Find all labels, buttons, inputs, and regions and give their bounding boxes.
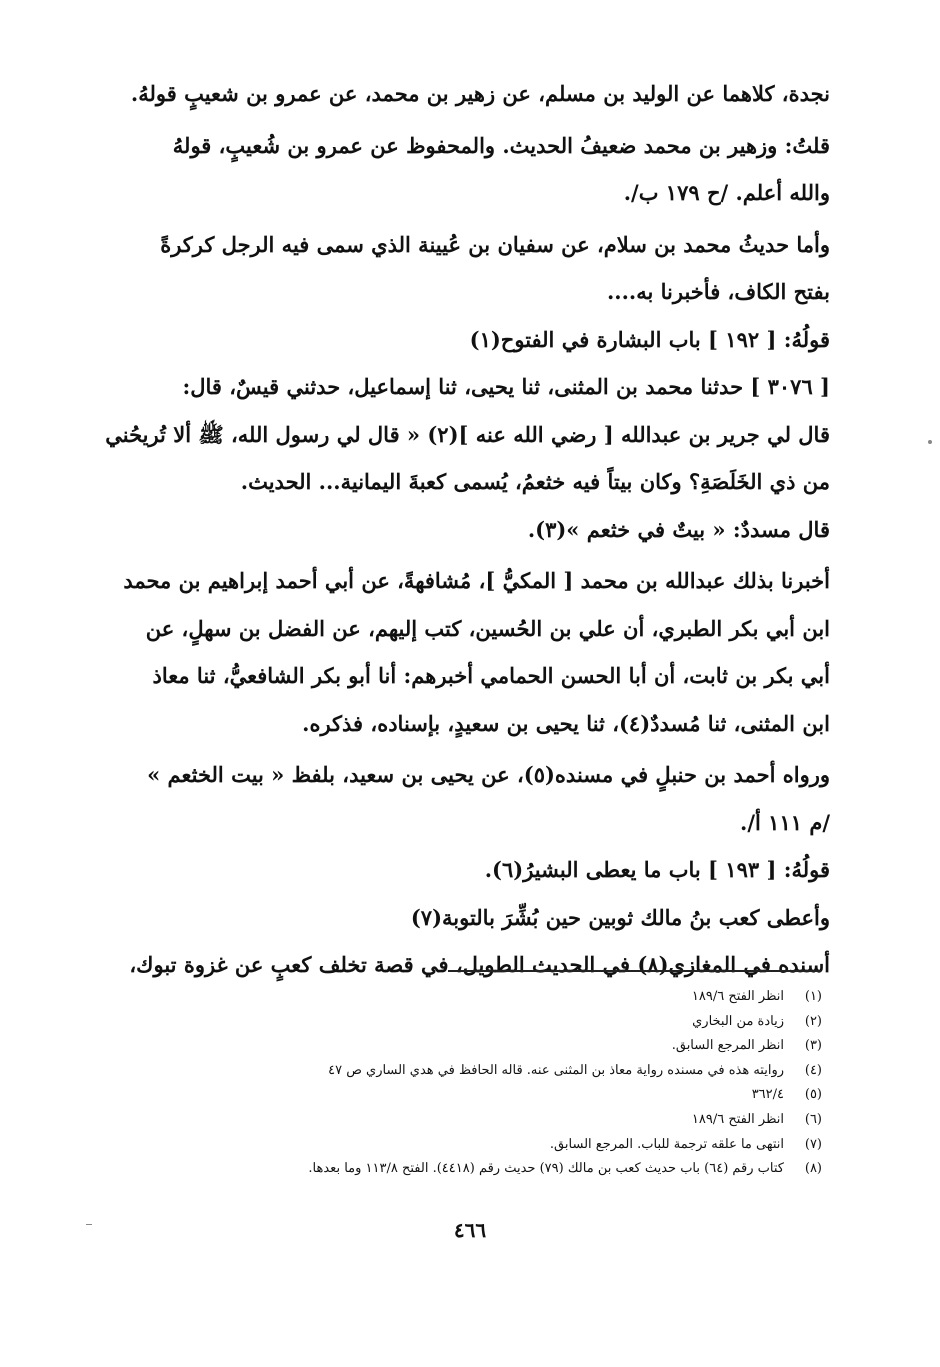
footnote-text: انظر المرجع السابق. (671, 1038, 784, 1054)
scan-mark (86, 1224, 92, 1225)
text-line: /م ١١١ أ/. (740, 809, 830, 835)
text-line: وأما حديثُ محمد بن سلام، عن سفيان بن عُيينة الذي سمى فيه الرجل كركرةً (160, 231, 830, 257)
footnote-number: (٨) (804, 1161, 822, 1177)
main-text (80, 70, 830, 989)
footnote-number: (٣) (804, 1038, 822, 1054)
footnote-text: روايته هذه في مسنده رواية معاذ بن المثنى عنه. قاله الحافظ في هدي الساري ص ٤٧ (328, 1062, 784, 1078)
footnote-number: (١) (804, 989, 822, 1004)
text-line: والله أعلم. /ح ١٧٩ ب/. (623, 180, 830, 205)
text-line: قلتُ: وزهير بن محمد ضعيفُ الحديث. والمحفوظ عن عمرو بن شُعيبٍ، قولهُ (172, 132, 830, 158)
text-line: أخبرنا بذلك عبدالله بن محمد [ المكيُّ ]، مُشافهةً، عن أبي أحمد إبراهيم بن محمد (123, 568, 830, 593)
footnote-text: انظر الفتح ١٨٩/٦ (691, 989, 784, 1004)
page-number: ٤٦٦ (453, 1218, 487, 1242)
text-line: ورواه أحمد بن حنبلٍ في مسنده(٥)، عن يحيى بن سعيد، بلفظ « بيت الخثعم » (147, 762, 830, 787)
text-line: ابن المثنى، ثنا مُسددٌ(٤)، ثنا يحيى بن سعيدٍ، بإسناده، فذكره. (302, 710, 830, 736)
footnote-text: ٣٦٢/٤ (751, 1087, 784, 1103)
footnote-text: كتاب رقم (٦٤) باب حديث كعب بن مالك (٧٩) حديث رقم (٤٤١٨). الفتح ١١٣/٨ وما بعدها. (308, 1161, 784, 1177)
footnote (80, 1133, 822, 1158)
scan-mark (928, 440, 932, 444)
footnote-number: (٦) (804, 1111, 822, 1127)
text-line: [ ٣٠٧٦ ] حدثنا محمد بن المثنى، ثنا يحيى، ثنا إسماعيل، حدثني قيسٌ، قال: (182, 374, 830, 399)
footnote (80, 1157, 822, 1182)
footnote (80, 1034, 822, 1059)
text-line: قال مسددٌ: « بيتٌ في خثعم »(٣). (527, 516, 830, 542)
text-line: أسنده في المغازي(٨) في الحديث الطويل، في قصة تخلف كعبٍ عن غزوة تبوك، (129, 952, 830, 977)
text-line: أبي بكر بن ثابت، أن أبا الحسن الحمامي أخبرهم: أنا أبو بكر الشافعيُّ، ثنا معاذ (152, 663, 830, 688)
footnote (80, 1010, 822, 1035)
footnote-number: (٤) (804, 1062, 822, 1078)
text-line: نجدة، كلاهما عن الوليد بن مسلم، عن زهير بن محمد، عن عمرو بن شعيبٍ قولهُ. (130, 81, 830, 106)
section-heading-193: قولُهُ: [ ١٩٣ ] باب ما يعطى البشيرُ(٦). (484, 857, 830, 882)
footnote (80, 1059, 822, 1084)
text-line: من ذي الخَلَصَةِ؟ وكان بيتاً فيه خثعمُ، يُسمى كعبةَ اليمانية... الحديث. (240, 469, 830, 494)
footnote (80, 1083, 822, 1108)
footnote-number: (٢) (804, 1013, 822, 1029)
text-line: ابن أبي بكر الطبري، أن علي بن الحُسين، كتب إليهم، عن الفضل بن سهلٍ، عن (145, 615, 830, 641)
footnote-text: انظر الفتح ١٨٩/٦ (691, 1111, 784, 1127)
footnotes (80, 985, 822, 1182)
footnote-text: انتهى ما علقه ترجمة للباب. المرجع السابق. (549, 1136, 784, 1152)
text-line: قال لي جرير بن عبدالله [ رضي الله عنه ](٢) « قال لي رسول الله، ﷺ ألا تُريحُني (105, 421, 830, 447)
section-heading-192: قولُهُ: [ ١٩٢ ] باب البشارة في الفتوح(١) (469, 326, 830, 352)
footnote-number: (٥) (804, 1087, 822, 1103)
footnote-divider (448, 970, 821, 972)
footnote (80, 1108, 822, 1133)
text-line: وأعطى كعب بنُ مالك ثوبين حين بُشِّرَ بالتوبة(٧) (410, 904, 830, 930)
footnote-text: زيادة من البخاري (692, 1013, 784, 1029)
text-line: بفتح الكاف، فأخبرنا به.... (606, 279, 830, 304)
footnote (80, 985, 822, 1010)
footnote-number: (٧) (804, 1136, 822, 1152)
